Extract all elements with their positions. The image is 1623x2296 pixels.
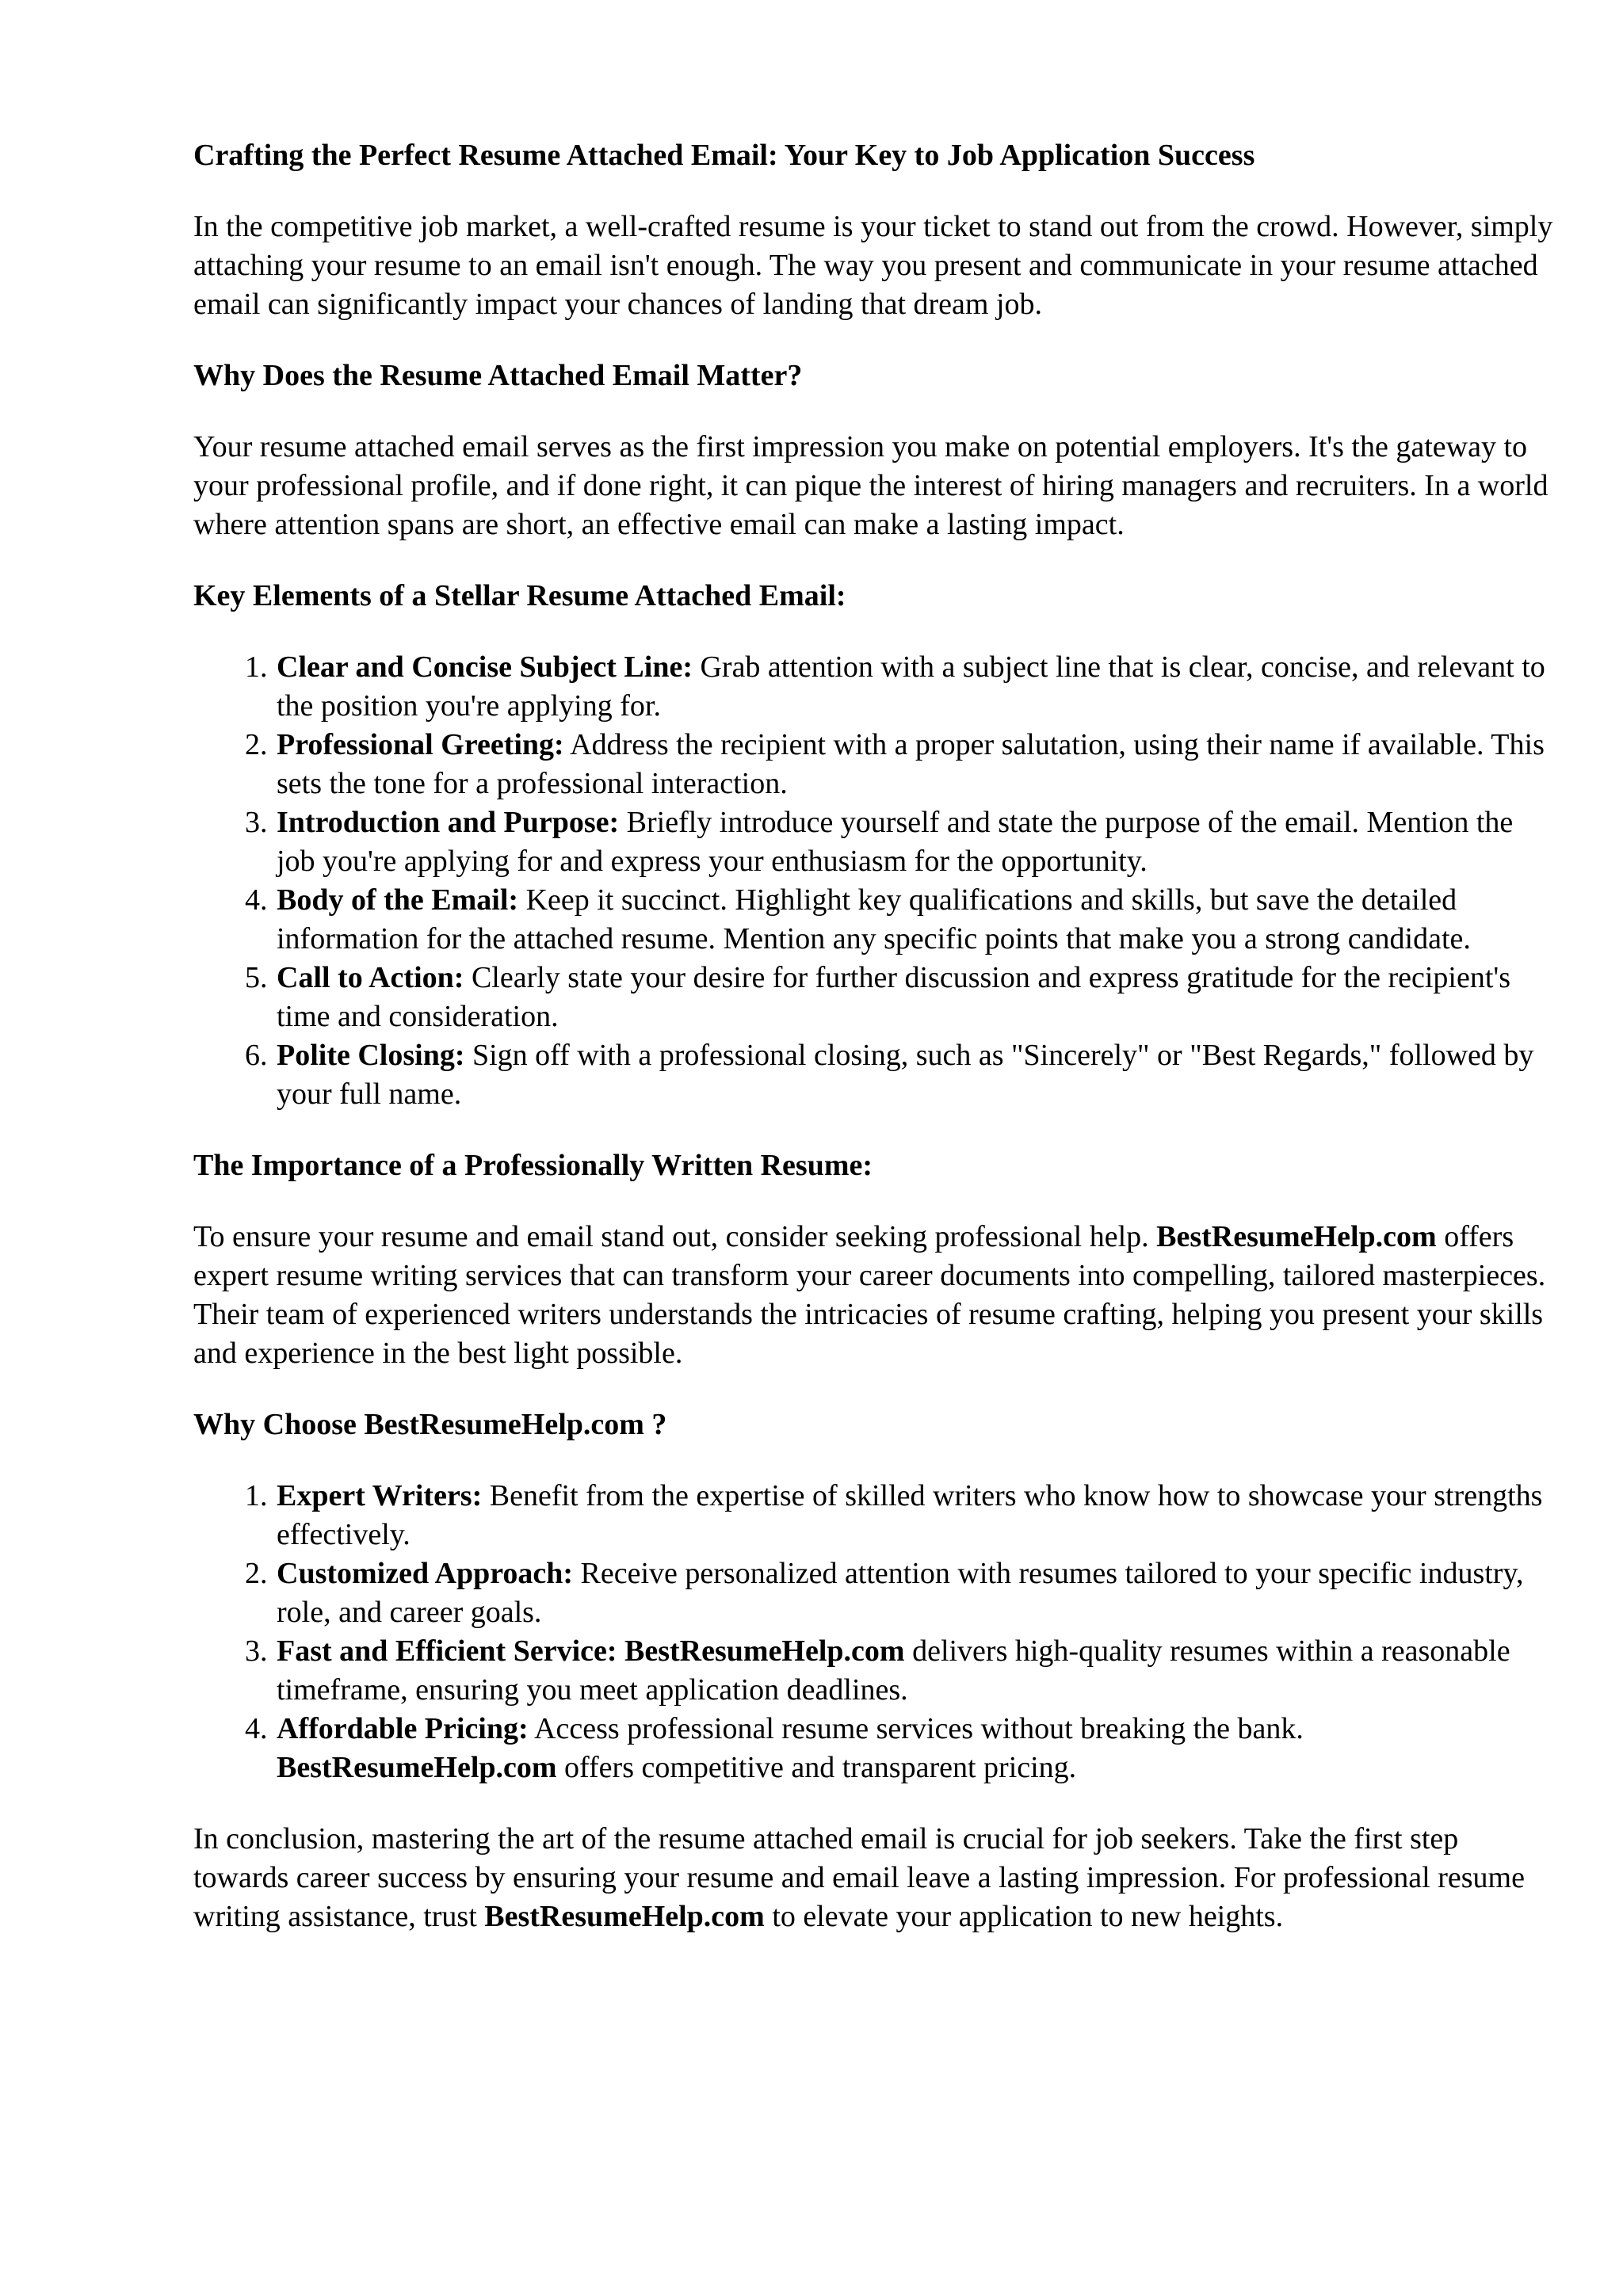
item-text: Keep it succinct. Highlight key qualifications and skills, but save the detailed information for the attached resume. Mention any specific points that make you a strong candidate. — [277, 883, 1471, 955]
item-lead: Fast and Efficient Service: — [277, 1634, 617, 1668]
item-lead: Expert Writers: — [277, 1479, 483, 1512]
item-lead: Introduction and Purpose: — [277, 806, 620, 839]
list-item — [275, 881, 1556, 959]
item-text: delivers high-quality resumes within a reasonable timeframe, ensuring you meet application deadlines. — [277, 1634, 1510, 1707]
item-lead: Customized Approach: — [277, 1557, 574, 1590]
item-lead: Polite Closing: — [277, 1039, 465, 1072]
item-lead: Body of the Email: — [277, 883, 519, 917]
intro-paragraph: In the competitive job market, a well-crafted resume is your ticket to stand out from the crowd. However, simply attaching your resume to an email isn't enough. The way you present and communicate in your resume attached email can significantly impact your chances of landing that dream job. — [193, 210, 1553, 321]
brand-name: BestResumeHelp.com — [617, 1634, 905, 1668]
item-text: Receive personalized attention with resumes tailored to your specific industry, role, and career goals. — [277, 1557, 1524, 1629]
list-item — [275, 1554, 1556, 1632]
body-text: In conclusion, mastering the art of the resume attached email is crucial for job seekers. Take the first step towards career success by ensuring your resume and email leave a lasting impression. For professional resume writing assistance, trust — [193, 1822, 1525, 1933]
item-text: Benefit from the expertise of skilled writers who know how to showcase your strengths effectively. — [277, 1479, 1543, 1551]
body-text: To ensure your resume and email stand out, consider seeking professional help. — [193, 1220, 1157, 1253]
list-item — [275, 1632, 1556, 1710]
list-item — [275, 726, 1556, 803]
document-page — [193, 133, 1556, 1936]
why-choose-list — [193, 1477, 1556, 1787]
section-heading-key-elements: Key Elements of a Stellar Resume Attached Email: — [193, 579, 846, 612]
item-text: Address the recipient with a proper salutation, using their name if available. This sets the tone for a professional interaction. — [277, 728, 1545, 800]
item-lead: Professional Greeting: — [277, 728, 564, 761]
brand-name: BestResumeHelp.com — [484, 1900, 765, 1933]
list-item — [275, 803, 1556, 881]
item-text: offers competitive and transparent pricing. — [556, 1751, 1077, 1784]
item-text: Briefly introduce yourself and state the purpose of the email. Mention the job you're applying for and express your enthusiasm for the opportunity. — [277, 806, 1514, 878]
section-body-importance — [193, 1218, 1556, 1373]
section-body-why-matter: Your resume attached email serves as the first impression you make on potential employers. It's the gateway to your professional profile, and if done right, it can pique the interest of hiring managers and recruiters. In a world where attention spans are short, an effective email can make a lasting impact. — [193, 430, 1549, 541]
brand-name: BestResumeHelp.com — [1156, 1220, 1437, 1253]
key-elements-list — [193, 648, 1556, 1114]
item-lead: Call to Action: — [277, 961, 464, 994]
list-item — [275, 648, 1556, 726]
item-lead: Affordable Pricing: — [277, 1712, 529, 1745]
body-text: to elevate your application to new heights. — [764, 1900, 1284, 1933]
conclusion-paragraph — [193, 1820, 1556, 1936]
list-item — [275, 1477, 1556, 1554]
document-title: Crafting the Perfect Resume Attached Email: Your Key to Job Application Success — [193, 139, 1255, 172]
list-item — [275, 959, 1556, 1036]
item-text: Access professional resume services without breaking the bank. — [528, 1712, 1304, 1745]
section-heading-why-choose: Why Choose BestResumeHelp.com ? — [193, 1408, 667, 1441]
item-text: Grab attention with a subject line that is clear, concise, and relevant to the position you're applying for. — [277, 650, 1545, 723]
list-item — [275, 1036, 1556, 1114]
item-lead: Clear and Concise Subject Line: — [277, 650, 693, 684]
brand-name: BestResumeHelp.com — [277, 1751, 557, 1784]
section-heading-importance: The Importance of a Professionally Written Resume: — [193, 1149, 873, 1182]
section-heading-why-matter: Why Does the Resume Attached Email Matter? — [193, 359, 803, 392]
item-text: Clearly state your desire for further discussion and express gratitude for the recipient's time and consideration. — [277, 961, 1511, 1033]
list-item — [275, 1710, 1556, 1787]
item-text: Sign off with a professional closing, such as "Sincerely" or "Best Regards," followed by your full name. — [277, 1039, 1534, 1111]
body-text: offers expert resume writing services that can transform your career documents into compelling, tailored masterpieces. Their team of experienced writers understands the intricacies of resume crafting, helping you present your skills and experience in the best light possible. — [193, 1220, 1546, 1370]
